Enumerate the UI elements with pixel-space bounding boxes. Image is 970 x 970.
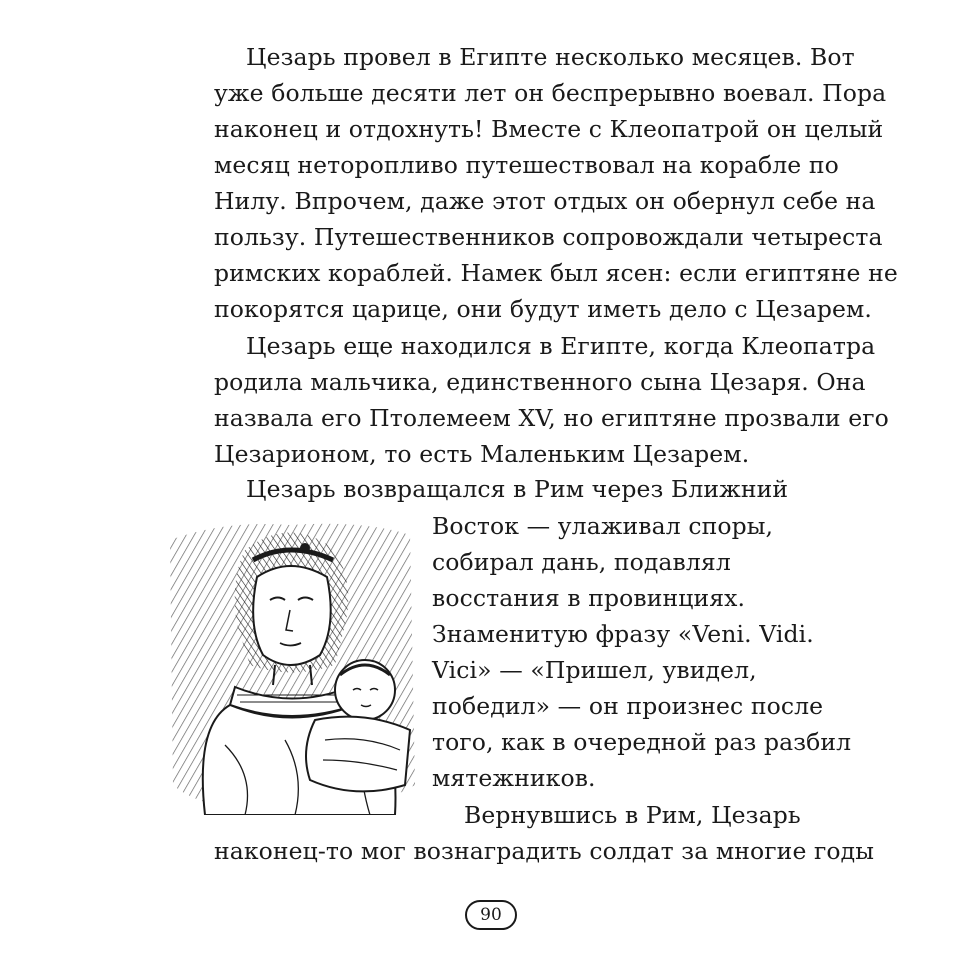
text-line: наконец и отдохнуть! Вместе с Клеопатрой он целый bbox=[214, 115, 884, 143]
page-number-label: 90 bbox=[480, 905, 502, 925]
text-line: Знаменитую фразу «Veni. Vidi. bbox=[432, 620, 814, 648]
cleopatra-with-baby-illustration bbox=[165, 515, 420, 815]
text-line: пользу. Путешественников сопровождали четыреста bbox=[214, 223, 883, 251]
text-line: Цезарь возвращался в Рим через Ближний bbox=[246, 475, 789, 503]
text-line: мятежников. bbox=[432, 764, 596, 792]
text-line: покорятся царице, они будут иметь дело с Цезарем. bbox=[214, 295, 872, 323]
text-line: того, как в очередной раз разбил bbox=[432, 728, 852, 756]
text-line: Вернувшись в Рим, Цезарь bbox=[464, 801, 801, 829]
text-line: назвала его Птолемеем XV, но египтяне прозвали его bbox=[214, 404, 889, 432]
text-line: Цезарионом, то есть Маленьким Цезарем. bbox=[214, 440, 750, 468]
text-line: победил» — он произнес после bbox=[432, 692, 824, 720]
text-line: Цезарь еще находился в Египте, когда Клеопатра bbox=[246, 332, 876, 360]
text-line: родила мальчика, единственного сына Цезаря. Она bbox=[214, 368, 866, 396]
text-line: уже больше десяти лет он беспрерывно воевал. Пора bbox=[214, 79, 887, 107]
text-line: собирал дань, подавлял bbox=[432, 548, 731, 576]
text-line: восстания в провинциях. bbox=[432, 584, 746, 612]
illustration-drawing bbox=[165, 515, 420, 815]
text-line: римских кораблей. Намек был ясен: если египтяне не bbox=[214, 259, 898, 287]
text-line: наконец-то мог вознаградить солдат за многие годы bbox=[214, 837, 875, 865]
text-line: месяц неторопливо путешествовал на корабле по bbox=[214, 151, 839, 179]
text-line: Цезарь провел в Египте несколько месяцев. Вот bbox=[246, 43, 855, 71]
text-line: Нилу. Впрочем, даже этот отдых он обернул себе на bbox=[214, 187, 876, 215]
text-line: Восток — улаживал споры, bbox=[432, 512, 774, 540]
page-number bbox=[465, 900, 517, 930]
text-line: Vici» — «Пришел, увидел, bbox=[432, 656, 757, 684]
